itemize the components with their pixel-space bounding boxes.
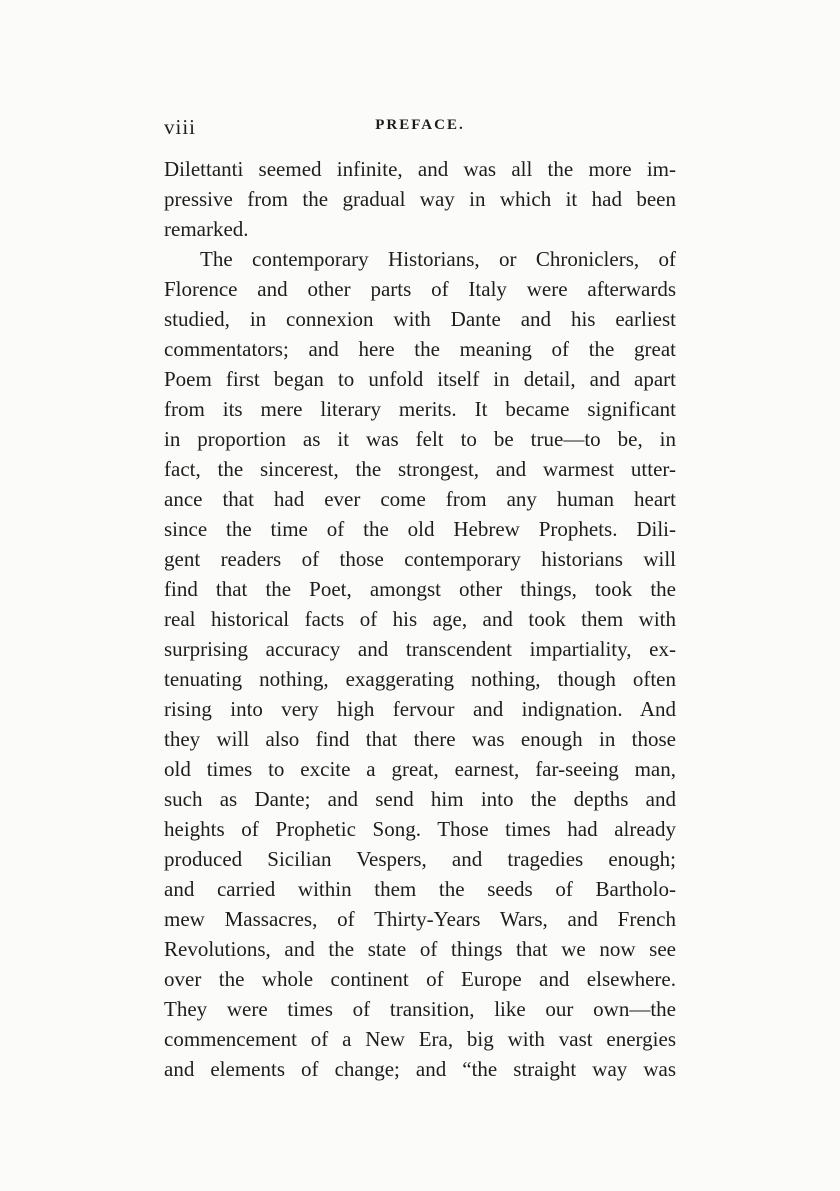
text-line: studied, in connexion with Dante and his earliest [164, 307, 676, 331]
text-line: tenuating nothing, exaggerating nothing, though often [164, 667, 676, 691]
running-head [164, 115, 676, 141]
text-line: such as Dante; and send him into the depths and [164, 787, 676, 811]
text-line: heights of Prophetic Song. Those times had already [164, 817, 676, 841]
text-line: commencement of a New Era, big with vast energies [164, 1027, 676, 1051]
text-line: from its mere literary merits. It became significant [164, 397, 676, 421]
text-line: ance that had ever come from any human heart [164, 487, 676, 511]
text-line: and elements of change; and “the straight way was [164, 1057, 676, 1081]
text-line: since the time of the old Hebrew Prophets. Dili- [164, 517, 676, 541]
text-line: find that the Poet, amongst other things, took the [164, 577, 676, 601]
text-line: commentators; and here the meaning of the great [164, 337, 676, 361]
text-line: remarked. [164, 217, 249, 241]
text-line: old times to excite a great, earnest, far-seeing man, [164, 757, 676, 781]
running-head-title: PREFACE. [375, 117, 465, 133]
text-line: pressive from the gradual way in which it had been [164, 187, 676, 211]
text-line: rising into very high fervour and indignation. And [164, 697, 676, 721]
text-line: produced Sicilian Vespers, and tragedies enough; [164, 847, 676, 871]
text-line: Revolutions, and the state of things that we now see [164, 937, 676, 961]
text-line: they will also find that there was enough in those [164, 727, 676, 751]
text-line: The contemporary Historians, or Chroniclers, of [200, 247, 676, 271]
text-line: in proportion as it was felt to be true—to be, in [164, 427, 676, 451]
text-line: surprising accuracy and transcendent impartiality, ex- [164, 637, 676, 661]
text-line: gent readers of those contemporary historians will [164, 547, 676, 571]
text-line: Poem first began to unfold itself in detail, and apart [164, 367, 676, 391]
text-line: over the whole continent of Europe and elsewhere. [164, 967, 676, 991]
text-line: mew Massacres, of Thirty-Years Wars, and French [164, 907, 676, 931]
text-line: fact, the sincerest, the strongest, and warmest utter- [164, 457, 676, 481]
text-line: Florence and other parts of Italy were afterwards [164, 277, 676, 301]
text-line: and carried within them the seeds of Bartholo- [164, 877, 676, 901]
text-line: They were times of transition, like our own—the [164, 997, 676, 1021]
page-number: viii [164, 115, 197, 139]
text-line: Dilettanti seemed infinite, and was all the more im- [164, 157, 676, 181]
body-text [164, 154, 676, 1084]
text-line: real historical facts of his age, and took them with [164, 607, 676, 631]
